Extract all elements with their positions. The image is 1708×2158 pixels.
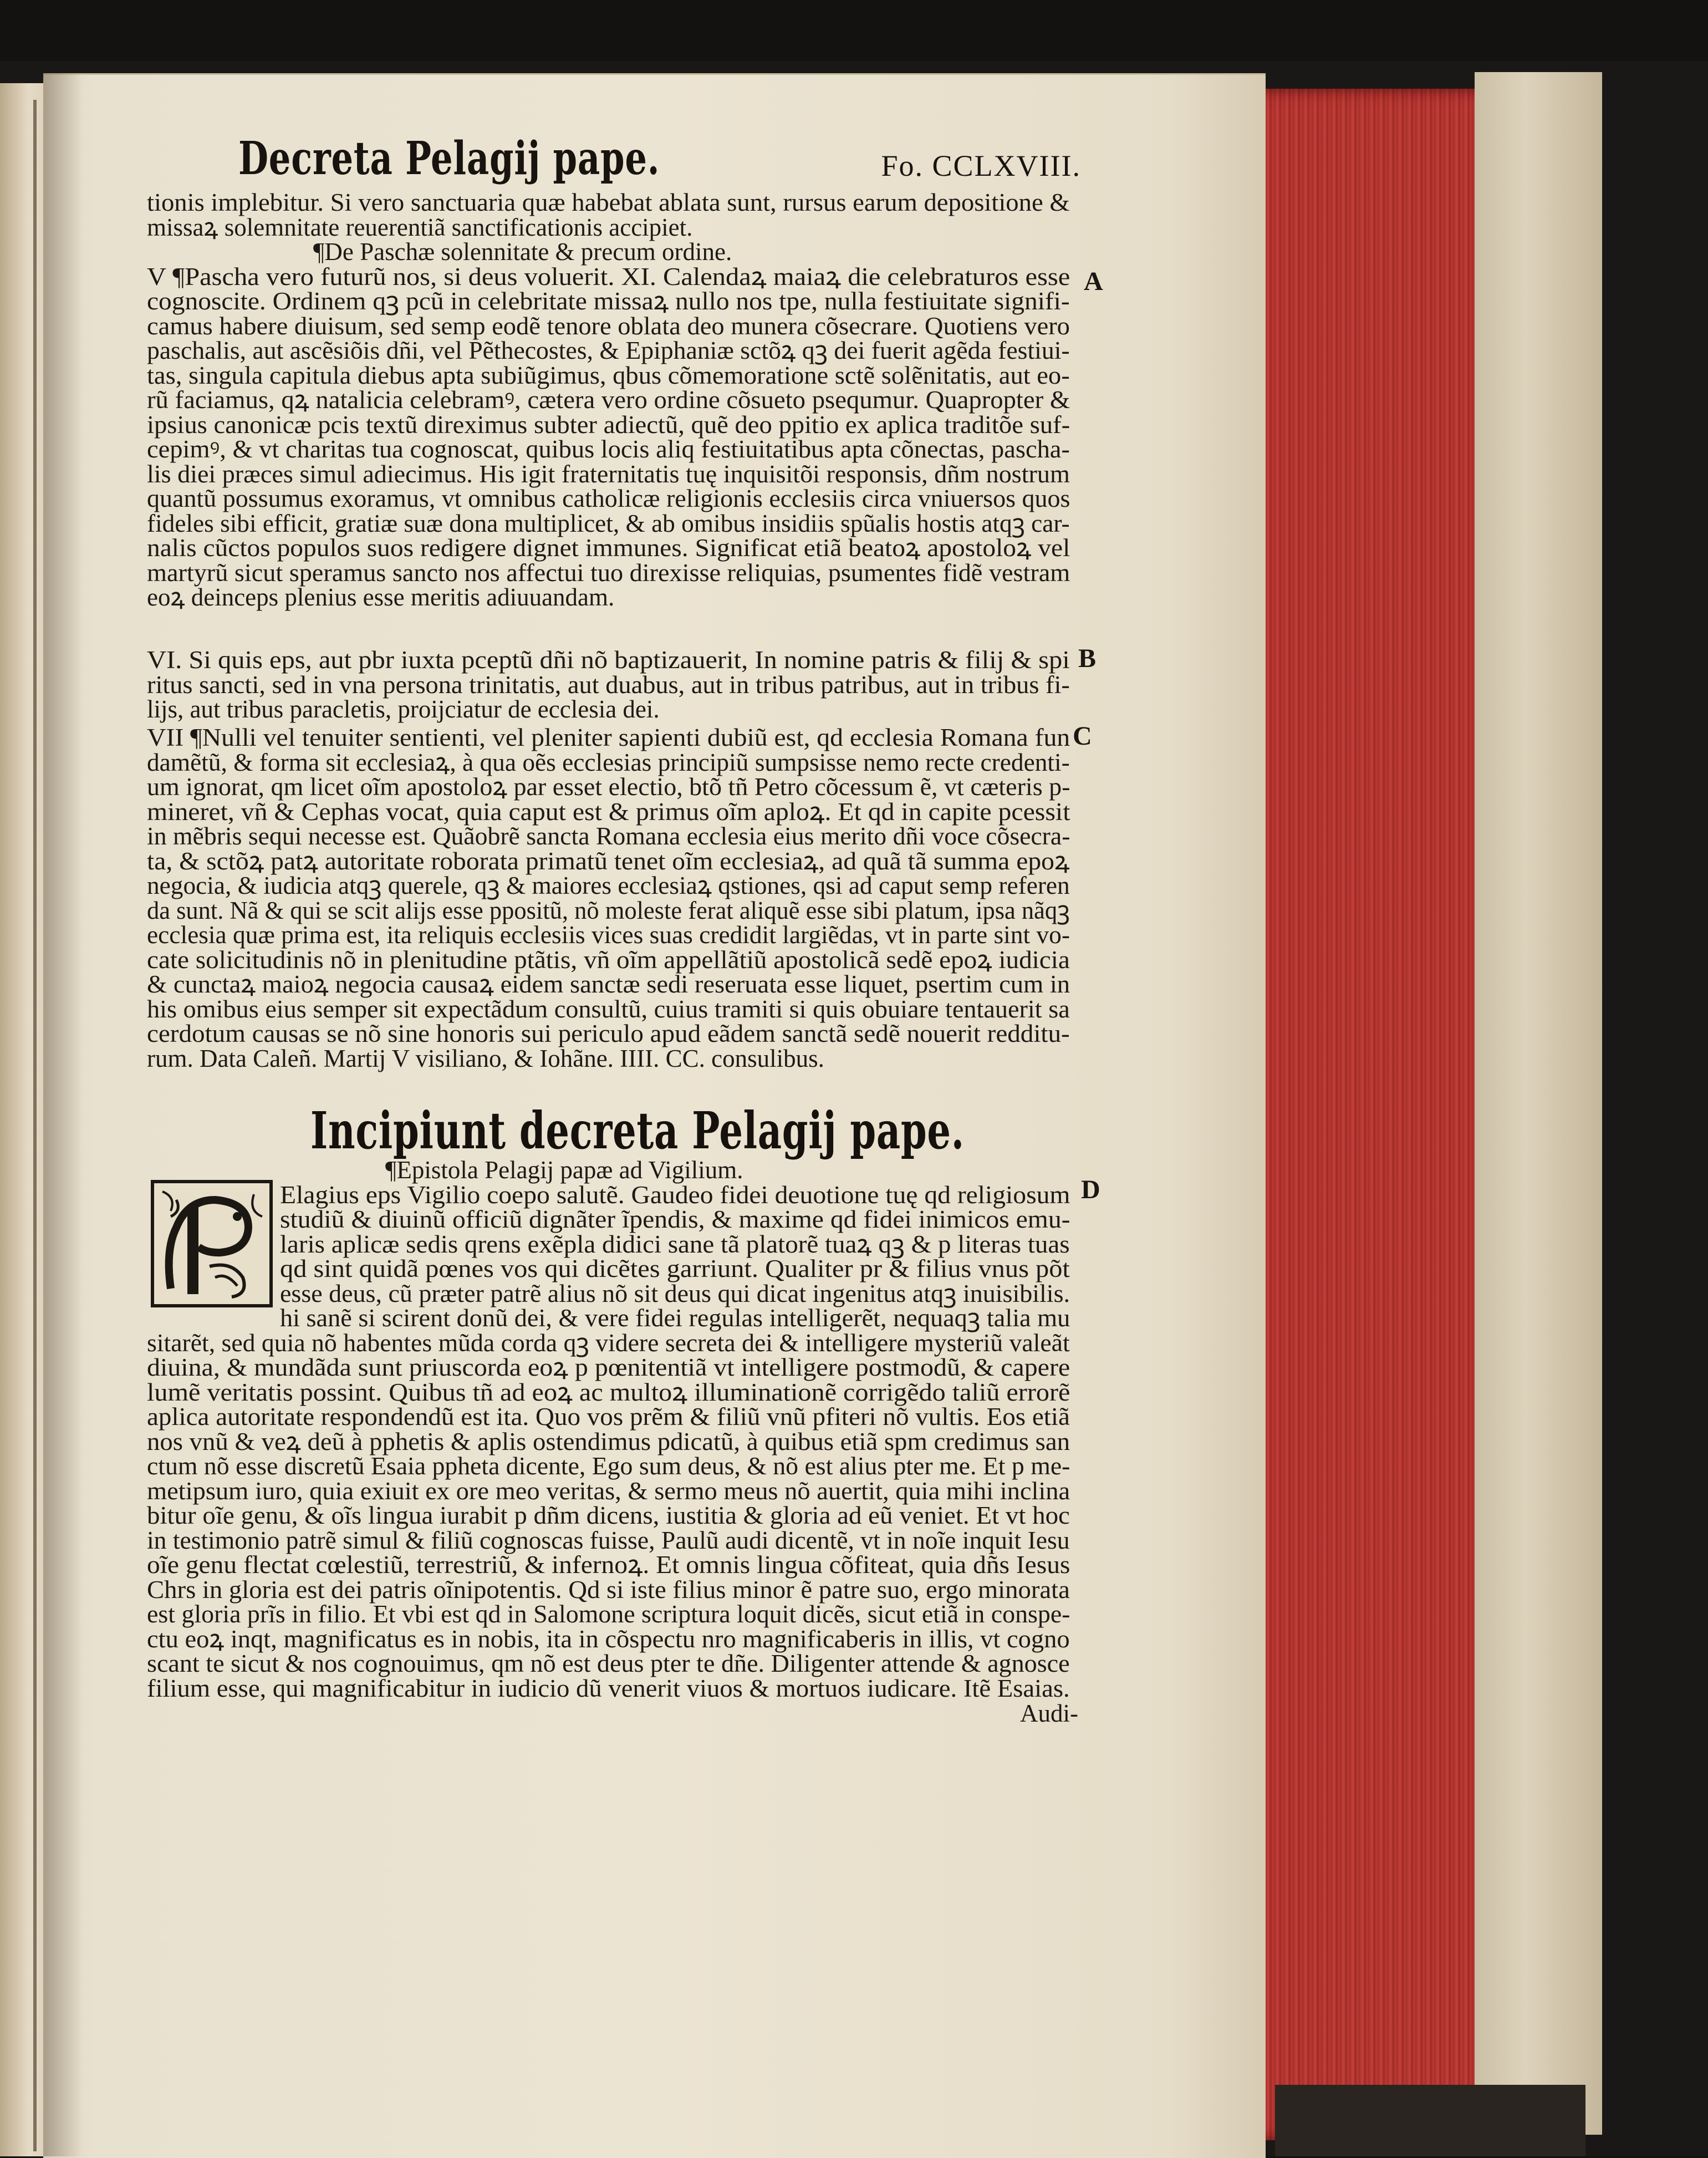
block1-line: ¶De Paschæ solennitate & precum ordine. (313, 238, 732, 266)
margin-letter-b: B (1078, 644, 1097, 673)
block2-line: ritus sancti, sed in vna persona trinitatis, aut duabus, aut in tribus patribus, aut in tribus fi- (147, 670, 1070, 699)
block1-line: nalis cũctos populos suos redigere dignet immunes. Significat etiã beatoꝝ apostoloꝝ vel (147, 534, 1070, 562)
block4-line: oĩe genu flectat cœlestiũ, terrestriũ, & infernoꝝ. Et omnis lingua cõfiteat, quia dñs Iesus (147, 1551, 1070, 1579)
block3-line: & cunctaꝝ maioꝝ negocia causaꝝ eidem sanctæ sedi reseruata esse liquet, psertim cum in (147, 970, 1070, 998)
block1-line: camus habere diuisum, sed semp eodẽ tenore oblata deo munera cõsecrare. Quotiens vero (147, 312, 1070, 340)
block3-line: mineret, vñ & Cephas vocat, quia caput est & primus oĩm aploꝝ. Et qd in capite pcessit (147, 797, 1070, 826)
block2-line: VI. Si quis eps, aut pbr iuxta pceptũ dñi nõ baptizauerit, In nomine patris & filij & spi (147, 646, 1070, 674)
block4-line: sitarẽt, sed quia nõ habentes mũda corda qꝫ videre secreta dei & intelligere mysteriũ valeãt (147, 1329, 1070, 1357)
block4-line: lumẽ veritatis possint. Quibus tñ ad eoꝝ ac multoꝝ illuminationẽ corrigẽdo taliũ errorẽ (147, 1378, 1070, 1406)
block2-line: lijs, aut tribus paracletis, proijciatur de ecclesia dei. (147, 695, 660, 723)
red-fore-edge (1237, 89, 1498, 2140)
block4-line: esse deus, cũ præter patrẽ alius nõ sit deus qui dicat ingenitus atqꝫ inuisibilis. (280, 1279, 1070, 1307)
block3-line: cate solicitudinis nõ in plenitudine ptãtis, vñ oĩm appellãtiũ apostolicã sedẽ epoꝝ iudicia (147, 945, 1070, 974)
block3-line: in mẽbris sequi necesse est. Quãobrẽ sancta Romana ecclesia eius merito dñi voce cõsecra- (147, 822, 1070, 850)
block1-line: missaꝝ solemnitate reuerentiã sanctificationis accipiet. (147, 213, 693, 241)
block4-line: ctu eoꝝ inqt, magnificatus es in nobis, ita in cõspectu nro magnificaberis in illis, vt cogno (147, 1625, 1070, 1653)
block4-line: ¶Epistola Pelagij papæ ad Vigilium. (385, 1156, 743, 1184)
block3-line: damẽtũ, & forma sit ecclesiaꝝ, à qua oẽs ecclesias principiũ sumpsisse nemo recte credenti- (147, 748, 1070, 776)
block4-line: metipsum iuro, quia exiuit ex ore meo veritas, & sermo meus nõ auertit, quia mihi inclina (147, 1477, 1070, 1505)
block1-line: eoꝝ deinceps plenius esse meritis adiuuandam. (147, 583, 615, 611)
block4-line: qd sint quidã pœnes vos qui dicẽtes garriunt. Qualiter pr & filius vnus põt (280, 1255, 1070, 1282)
margin-letter-d: D (1081, 1175, 1100, 1204)
right-cover-board (1475, 72, 1602, 2135)
block1-line: quantũ possumus exoramus, vt omnibus catholicæ religionis ecclesiis circa vniuersos quos (147, 485, 1070, 512)
margin-letter-a: A (1084, 267, 1103, 296)
folio-number: Fo. CCLXVIII. (881, 149, 1081, 182)
block4-line: nos vnũ & veꝝ deũ à pphetis & aplis ostendimus pdicatũ, à quibus etiã spm credimus san (147, 1427, 1070, 1455)
block3-line: negocia, & iudicia atqꝫ querele, qꝫ & maiores ecclesiaꝝ qstiones, qsi ad caput semp referen (147, 872, 1070, 899)
section-heading: Incipiunt decreta Pelagij pape. (310, 1101, 965, 1161)
block3-line: um ignorat, qm licet oĩm apostoloꝝ par esset electio, btõ tñ Petro cõcessum ẽ, vt cæteris p- (147, 773, 1070, 801)
block3-line: ta, & sctõꝝ patꝝ autoritate roborata primatũ tenet oĩm ecclesiaꝝ, ad quã tã summa epoꝝ (147, 847, 1070, 875)
block4-line: laris aplicæ sedis qrens exẽpla didici sane tã platorẽ tuaꝝ qꝫ & p literas tuas (280, 1230, 1070, 1258)
cover-shadow (1275, 2085, 1585, 2156)
block4-line: Chrs in gloria est dei patris oĩnipotentis. Qd si iste filius minor ẽ patre suo, ergo minorata (147, 1575, 1070, 1604)
block4-line: est gloria prĩs in filio. Et vbi est qd in Salomone scriptura loquit dicẽs, sicut etiã in conspe- (147, 1600, 1070, 1628)
margin-letter-c: C (1073, 721, 1092, 751)
block3-line: his omibus eius semper sit expectãdum consultũ, cuius tramiti si quis obuiare tentauerit sa (147, 995, 1070, 1023)
decorated-initial-p-icon (151, 1180, 273, 1307)
block4-line: studiũ & diuinũ officiũ dignãter ĩpendis, & maxime qd fidei inimicos emu- (280, 1205, 1070, 1233)
block1-line: ipsius canonicæ pcis textũ direximus subter adiectũ, quẽ deo ppitio ex aplica traditõe suf- (147, 410, 1070, 439)
block3-line: ecclesia quæ prima est, ita reliquis ecclesiis vices suas credidit largiẽdas, vt in parte sint vo- (147, 921, 1070, 949)
block3-line: rum. Data Caleñ. Martij V visiliano, & Iohãne. IIII. CC. consulibus. (147, 1044, 824, 1072)
block1-line: cognoscite. Ordinem qꝫ pcũ in celebritate missaꝝ nullo nos tpe, nulla festiuitate signifi- (147, 287, 1070, 315)
block4-line: Elagius eps Vigilio coepo salutẽ. Gaudeo fidei deuotione tuę qd religiosum (280, 1180, 1070, 1209)
block3-line: da sunt. Nã & qui se scit alijs esse ppositũ, nõ moleste ferat aliquẽ esse sibi platum, ipsa nãqꝫ (147, 896, 1070, 924)
block1-line: V ¶Pascha vero futurũ nos, si deus voluerit. XI. Calendaꝝ maiaꝝ die celebraturos esse (147, 262, 1070, 291)
block1-line: martyrũ sicut speramus sancto nos affectui tuo direxisse reliquias, psumentes fidẽ vestram (147, 558, 1070, 587)
block4-line: filium esse, qui magnificabitur in iudicio dũ venerit viuos & mortuos iudicare. Itẽ Esaias. (147, 1674, 1070, 1702)
catchword: Audi- (1020, 1699, 1078, 1727)
block1-line: lis diei præces simul adiecimus. His igit fraternitatis tuę inquisitõi responsis, dñm nostrum (147, 460, 1070, 488)
gutter-shadow (43, 73, 82, 2156)
block4-line: diuina, & mundãda sunt priuscorda eoꝝ p pœnitentiã vt intelligere postmodũ, & capere (147, 1353, 1070, 1381)
block4-line: ctum nõ esse discretũ Esaia ppheta dicente, Ego sum deus, & nõ est alius pter me. Et p me- (147, 1452, 1070, 1480)
block1-line: rũ faciamus, qꝝ natalicia celebramꝰ, cætera vero ordine cõsueto psequmur. Quapropter & (147, 386, 1070, 414)
block1-line: tionis implebitur. Si vero sanctuaria quæ habebat ablata sunt, rursus earum depositione & (147, 189, 1070, 216)
running-title: Decreta Pelagij pape. (238, 132, 660, 185)
block1-line: cepimꝰ, & vt charitas tua cognoscat, quibus locis aliq festiuitatibus apta cõnectas, pascha- (147, 435, 1070, 463)
left-page-gutter-line (33, 100, 37, 2151)
block4-line: in testimonio patrẽ simul & filiũ cognoscas fuisse, Paulũ audi dicentẽ, vt in noĩe inquit Iesu (147, 1526, 1070, 1554)
block4-line: bitur oĩe genu, & oĩs lingua iurabit p dñm dicens, iustitia & gloria ad eũ veniet. Et vt hoc (147, 1502, 1070, 1529)
block1-line: paschalis, aut ascẽsiõis dñi, vel Pẽthecostes, & Epiphaniæ sctõꝝ qꝫ dei fuerit agẽda festiui- (147, 337, 1070, 364)
block1-line: fideles sibi efficit, gratiæ suæ dona multiplicet, & ab omibus insidiis spũalis hostis atqꝫ car- (147, 509, 1070, 537)
block1-line: tas, singula capitula diebus apta subiũgimus, qbus cõmemoratione sctẽ solẽnitatis, aut eo- (147, 361, 1070, 389)
block4-line: aplica autoritate respondendũ est ita. Quo vos prẽm & filiũ vnũ pfiteri nõ vultis. Eos etiã (147, 1403, 1070, 1431)
block3-line: VII ¶Nulli vel tenuiter sentienti, vel pleniter sapienti dubiũ est, qd ecclesia Romana fun (147, 724, 1070, 751)
block4-line: scant te sicut & nos cognouimus, qm nõ est deus pter te dñe. Diligenter attende & agnosce (147, 1650, 1070, 1677)
block3-line: cerdotum causas se nõ sine honoris sui periculo apud eãdem sanctã sedẽ nouerit redditu- (147, 1020, 1070, 1047)
block4-line: hi sanẽ si scirent donũ dei, & vere fidei regulas intelligerẽt, nequaqꝫ talia mu (280, 1304, 1070, 1332)
page-header (238, 132, 1081, 193)
